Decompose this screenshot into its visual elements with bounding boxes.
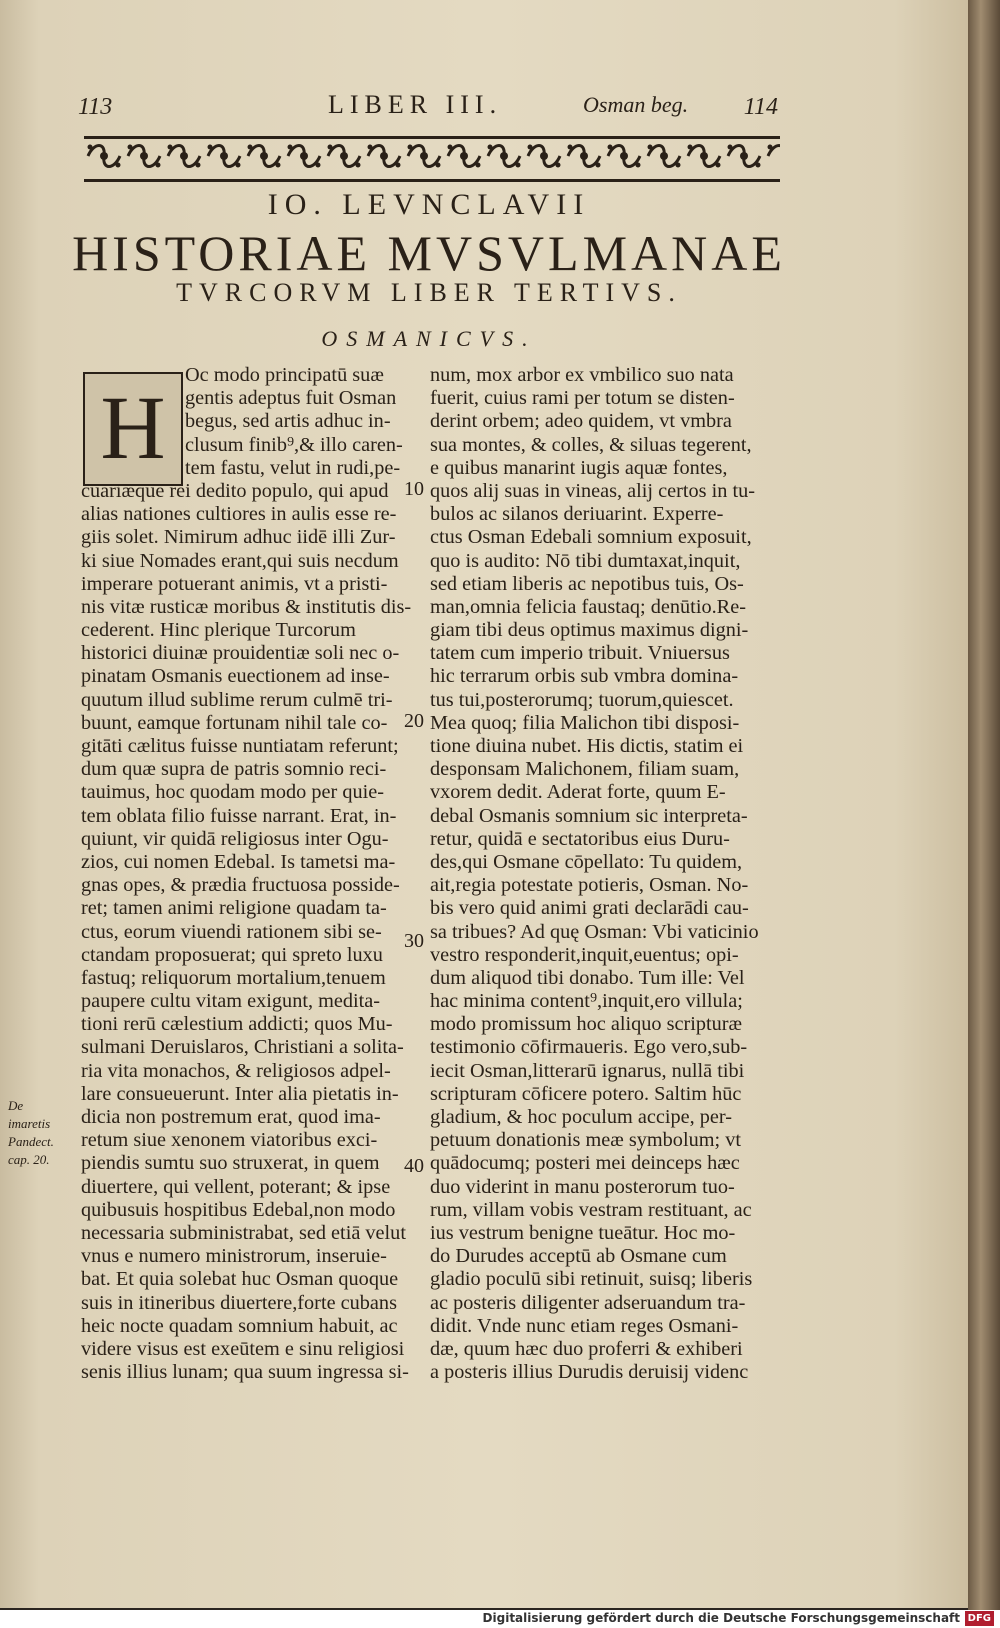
text-line: ctandam proposuerat; qui spreto luxu <box>81 943 383 966</box>
text-line: necessaria subministrabat, sed etiā velut <box>81 1221 406 1244</box>
text-line: testimonio cōfirmaueris. Ego vero,sub- <box>430 1036 748 1059</box>
text-line: retum siue xenonem viatoribus exci- <box>81 1129 378 1152</box>
text-line: a posteris illius Durudis deruisij videnc <box>430 1361 749 1384</box>
text-line: ret; tamen animi religione quadam ta- <box>81 897 387 920</box>
text-line: vxorem dedit. Aderat forte, quum E- <box>430 781 726 804</box>
line-number: 20 <box>404 710 424 732</box>
text-line: vestro responderit,inquit,euentus; opi- <box>430 943 739 966</box>
text-line: bulos ac silanos deriuarint. Experre- <box>430 503 724 526</box>
text-line: dum quæ supra de patris somnio reci- <box>81 758 387 781</box>
text-line: debal Osmanis somnium sic interpreta- <box>430 804 748 827</box>
text-line: cederent. Hinc plerique Turcorum <box>81 619 356 642</box>
text-line: tem fastu, velut in rudi,pe- <box>185 456 401 479</box>
text-line: desponsam Malichonem, filiam suam, <box>430 758 740 781</box>
text-line: ius vestrum benigne tueātur. Hoc mo- <box>430 1221 736 1244</box>
text-line: sua montes, & colles, & siluas tegerent, <box>430 433 752 456</box>
text-line: imperare potuerant animis, vt a pristi- <box>81 572 388 595</box>
book-binding-edge <box>968 0 1000 1610</box>
text-line: senis illius lunam; qua suum ingressa si- <box>81 1361 409 1384</box>
margin-note-line: cap. 20. <box>8 1152 50 1167</box>
text-line: gentis adeptus fuit Osman <box>185 387 397 410</box>
text-line: nis vitæ rusticæ moribus & institutis dis- <box>81 595 412 618</box>
text-line: giam tibi deus optimus maximus digni- <box>430 619 749 642</box>
margin-note-line: De imaretis <box>8 1098 51 1131</box>
text-line: pinatam Osmanis euectionem ad inse- <box>81 665 390 688</box>
text-line: cuariæque rei dedito populo, qui apud <box>81 479 389 502</box>
running-title: LIBER III. <box>328 90 503 119</box>
text-line: quādocumq; posteri mei deinceps hæc <box>430 1152 740 1175</box>
text-line: heic nocte quadam somnium habuit, ac <box>81 1314 398 1337</box>
text-line: sa tribues? Ad quę Osman: Vbi vaticinio <box>430 920 759 943</box>
author-line: IO. LEVNCLAVII <box>267 188 591 221</box>
text-line: fastuq; reliquorum mortalium,tenuem <box>81 966 386 989</box>
text-line: tus tui,posterorumq; tuorum,quiescet. <box>430 688 734 711</box>
text-line: zios, cui nomen Edebal. Is tametsi ma- <box>81 850 396 873</box>
text-line: ac posteris diligenter adseruandum tra- <box>430 1291 746 1314</box>
text-line: do Durudes acceptū ab Osmane cum <box>430 1245 727 1268</box>
text-column-left <box>81 364 412 1384</box>
text-line: ait,regia potestate potieris, Osman. No- <box>430 874 749 897</box>
text-line: ctus, eorum viuendi rationem sibi se- <box>81 920 382 943</box>
sub-title: TVRCORVM LIBER TERTIVS. <box>176 278 682 307</box>
text-column-right <box>430 364 759 1384</box>
text-line: tioni rerū cælestium addicti; quos Mu- <box>81 1013 393 1036</box>
text-line: quutum illud sublime rerum culmē tri- <box>81 688 393 711</box>
text-line: piendis sumtu suo struxerat, in quem <box>81 1152 380 1175</box>
text-line: des,qui Osmane cōpellato: Tu quidem, <box>430 850 743 873</box>
text-line: diuertere, qui vellent, poterant; & ipse <box>81 1175 391 1198</box>
text-line: tauimus, hoc quodam modo per quie- <box>81 781 385 804</box>
footer-credit: Digitalisierung gefördert durch die Deutsche Forschungsgemeinschaft <box>482 1611 960 1625</box>
text-line: dum aliquod tibi donabo. Tum ille: Vel <box>430 966 745 989</box>
text-line: retur, quidā e sectatoribus eius Duru- <box>430 827 730 850</box>
folio-right: 114 <box>743 94 778 120</box>
initial-letter: H <box>100 379 166 478</box>
text-line: ria vita monachos, & religiosos adpel- <box>81 1059 391 1082</box>
text-line: num, mox arbor ex vmbilico suo nata <box>430 364 734 386</box>
text-line: quos alij suas in vineas, alij certos in tu- <box>430 479 756 502</box>
line-number: 40 <box>404 1155 424 1177</box>
text-line: modo promissum hoc aliquo scripturæ <box>430 1013 743 1036</box>
margin-note-line: Pandect. <box>8 1134 54 1149</box>
text-line: scripturam cōficere potero. Saltim hūc <box>430 1082 742 1105</box>
text-line: historici diuinæ prouidentiæ soli nec o- <box>81 642 400 665</box>
text-line: derint orbem; adeo quidem, vt vmbra <box>430 410 732 433</box>
text-line: quo is audito: Nō tibi dumtaxat,inquit, <box>430 549 741 572</box>
text-line: tione diuina nubet. His dictis, statim ei <box>430 735 744 757</box>
text-line: Oc modo principatū suæ <box>185 364 384 386</box>
text-line: paupere cultu vitam exigunt, medita- <box>81 990 381 1013</box>
text-line: vnus e numero ministrorum, inseruie- <box>81 1245 387 1268</box>
text-line: gladium, & hoc poculum accipe, per- <box>430 1106 733 1128</box>
text-line: man,omnia felicia faustaq; denūtio.Re- <box>430 595 746 618</box>
text-line: gnas opes, & prædia fructuosa posside- <box>81 874 400 897</box>
text-line: sulmani Deruislaros, Christiani a solita- <box>81 1036 404 1059</box>
text-line: alias nationes cultiores in aulis esse re- <box>81 503 397 526</box>
text-line: tatem cum imperio tribuit. Vniuersus <box>430 642 730 665</box>
line-number: 10 <box>404 478 424 500</box>
text-line: quiunt, vir quidā religiosus inter Ogu- <box>81 827 389 850</box>
text-line: begus, sed artis adhuc in- <box>185 410 391 433</box>
text-line: duo viderint in manu posterorum tuo- <box>430 1175 735 1198</box>
text-line: ki siue Nomades erant,qui suis necdum <box>81 549 399 572</box>
main-title: HISTORIAE MVSVLMANAE <box>72 225 786 281</box>
margin-note <box>8 1097 68 1169</box>
text-line: fuerit, cuius rami per totum se disten- <box>430 387 735 410</box>
running-header <box>78 90 778 124</box>
text-line: dæ, quum hæc duo proferri & exhiberi <box>430 1337 743 1360</box>
text-line: iecit Osman,litterarū ignarus, nullā tibi <box>430 1059 745 1082</box>
dfg-logo: DFG <box>965 1611 994 1626</box>
text-line: buunt, eamque fortunam nihil tale co- <box>81 711 388 734</box>
text-line: giis solet. Nimirum adhuc iidē illi Zur- <box>81 526 396 549</box>
text-line: quibusuis hospitibus Edebal,non modo <box>81 1198 396 1221</box>
text-line: petuum donationis meæ symbolum; vt <box>430 1129 741 1152</box>
text-line: bis vero quid animi grati declarādi cau- <box>430 897 749 920</box>
text-line: ctus Osman Edebali somnium exposuit, <box>430 526 752 549</box>
text-line: lare consueuerunt. Inter alia pietatis in- <box>81 1082 399 1105</box>
line-number: 30 <box>404 930 424 952</box>
text-line: suis in itineribus diuertere,forte cubans <box>81 1291 397 1314</box>
section-heading: OSMANICVS. <box>321 326 537 351</box>
text-line: e quibus manarint iugis aquæ fontes, <box>430 456 728 479</box>
text-line: gitāti cælitus fuisse nuntiatam referunt; <box>81 735 399 757</box>
text-line: dicia non postremum erat, quod ima- <box>81 1106 381 1128</box>
text-line: videre visus est exeūtem e sinu religiosi <box>81 1337 405 1360</box>
text-line: bat. Et quia solebat huc Osman quoque <box>81 1268 399 1291</box>
text-line: hac minima content⁹,inquit,ero villula; <box>430 990 743 1013</box>
text-line: gladio poculū sibi retinuit, suisq; liberis <box>430 1268 753 1291</box>
text-line: tem oblata filio fuisse narrant. Erat, in- <box>81 804 397 827</box>
text-line: didit. Vnde nunc etiam reges Osmani- <box>430 1314 739 1337</box>
text-line: clusum finib⁹,& illo caren- <box>185 433 403 456</box>
text-line: rum, villam vobis vestram restituant, ac <box>430 1198 752 1221</box>
running-subject: Osman beg. <box>583 92 689 117</box>
folio-left: 113 <box>78 94 113 120</box>
text-line: Mea quoq; filia Malichon tibi disposi- <box>430 711 740 734</box>
text-line: sed etiam liberis ac nepotibus tuis, Os- <box>430 572 744 595</box>
ornament-band <box>84 136 780 182</box>
text-line: hic terrarum orbis sub vmbra domina- <box>430 665 739 688</box>
